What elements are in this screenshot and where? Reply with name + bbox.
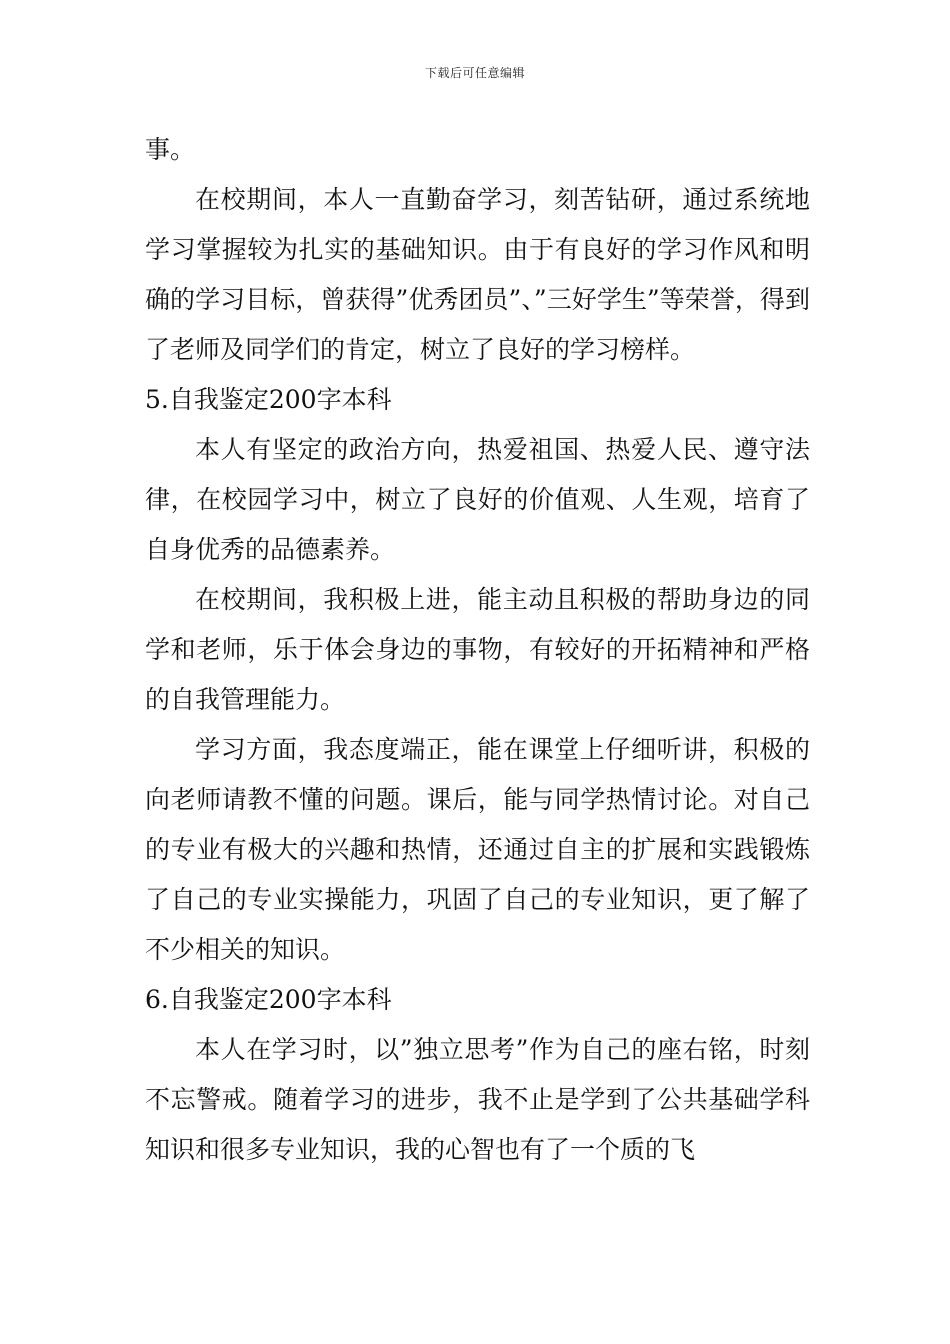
- paragraph-continuation: 事。: [145, 135, 196, 164]
- section-heading-5: 5.自我鉴定200字本科: [145, 385, 392, 414]
- page-header: 下载后可任意编辑: [424, 66, 525, 80]
- paragraph: 本人有坚定的政治方向，热爱祖国、热爱人民、遵守法律，在校园学习中，树立了良好的价值观、人生观，培育了自身优秀的品德素养。: [145, 435, 810, 564]
- paragraph: 学习方面，我态度端正，能在课堂上仔细听讲，积极的向老师请教不懂的问题。课后，能与同学热情讨论。对自己的专业有极大的兴趣和热情，还通过自主的扩展和实践锻炼了自己的专业实操能力，巩固了自己的专业知识，更了解了不少相关的知识。: [145, 735, 810, 964]
- paragraph: 在校期间，本人一直勤奋学习，刻苦钻研，通过系统地学习掌握较为扎实的基础知识。由于有良好的学习作风和明确的学习目标，曾获得”优秀团员”、”三好学生”等荣誉，得到了老师及同学们的肯定，树立了良好的学习榜样。: [145, 185, 810, 364]
- paragraph: 本人在学习时，以”独立思考”作为自己的座右铭，时刻不忘警戒。随着学习的进步，我不止是学到了公共基础学科知识和很多专业知识，我的心智也有了一个质的飞: [145, 1035, 810, 1164]
- section-heading-6: 6.自我鉴定200字本科: [145, 985, 392, 1014]
- document-body: [145, 125, 810, 1175]
- paragraph: 在校期间，我积极上进，能主动且积极的帮助身边的同学和老师，乐于体会身边的事物，有较好的开拓精神和严格的自我管理能力。: [145, 585, 810, 714]
